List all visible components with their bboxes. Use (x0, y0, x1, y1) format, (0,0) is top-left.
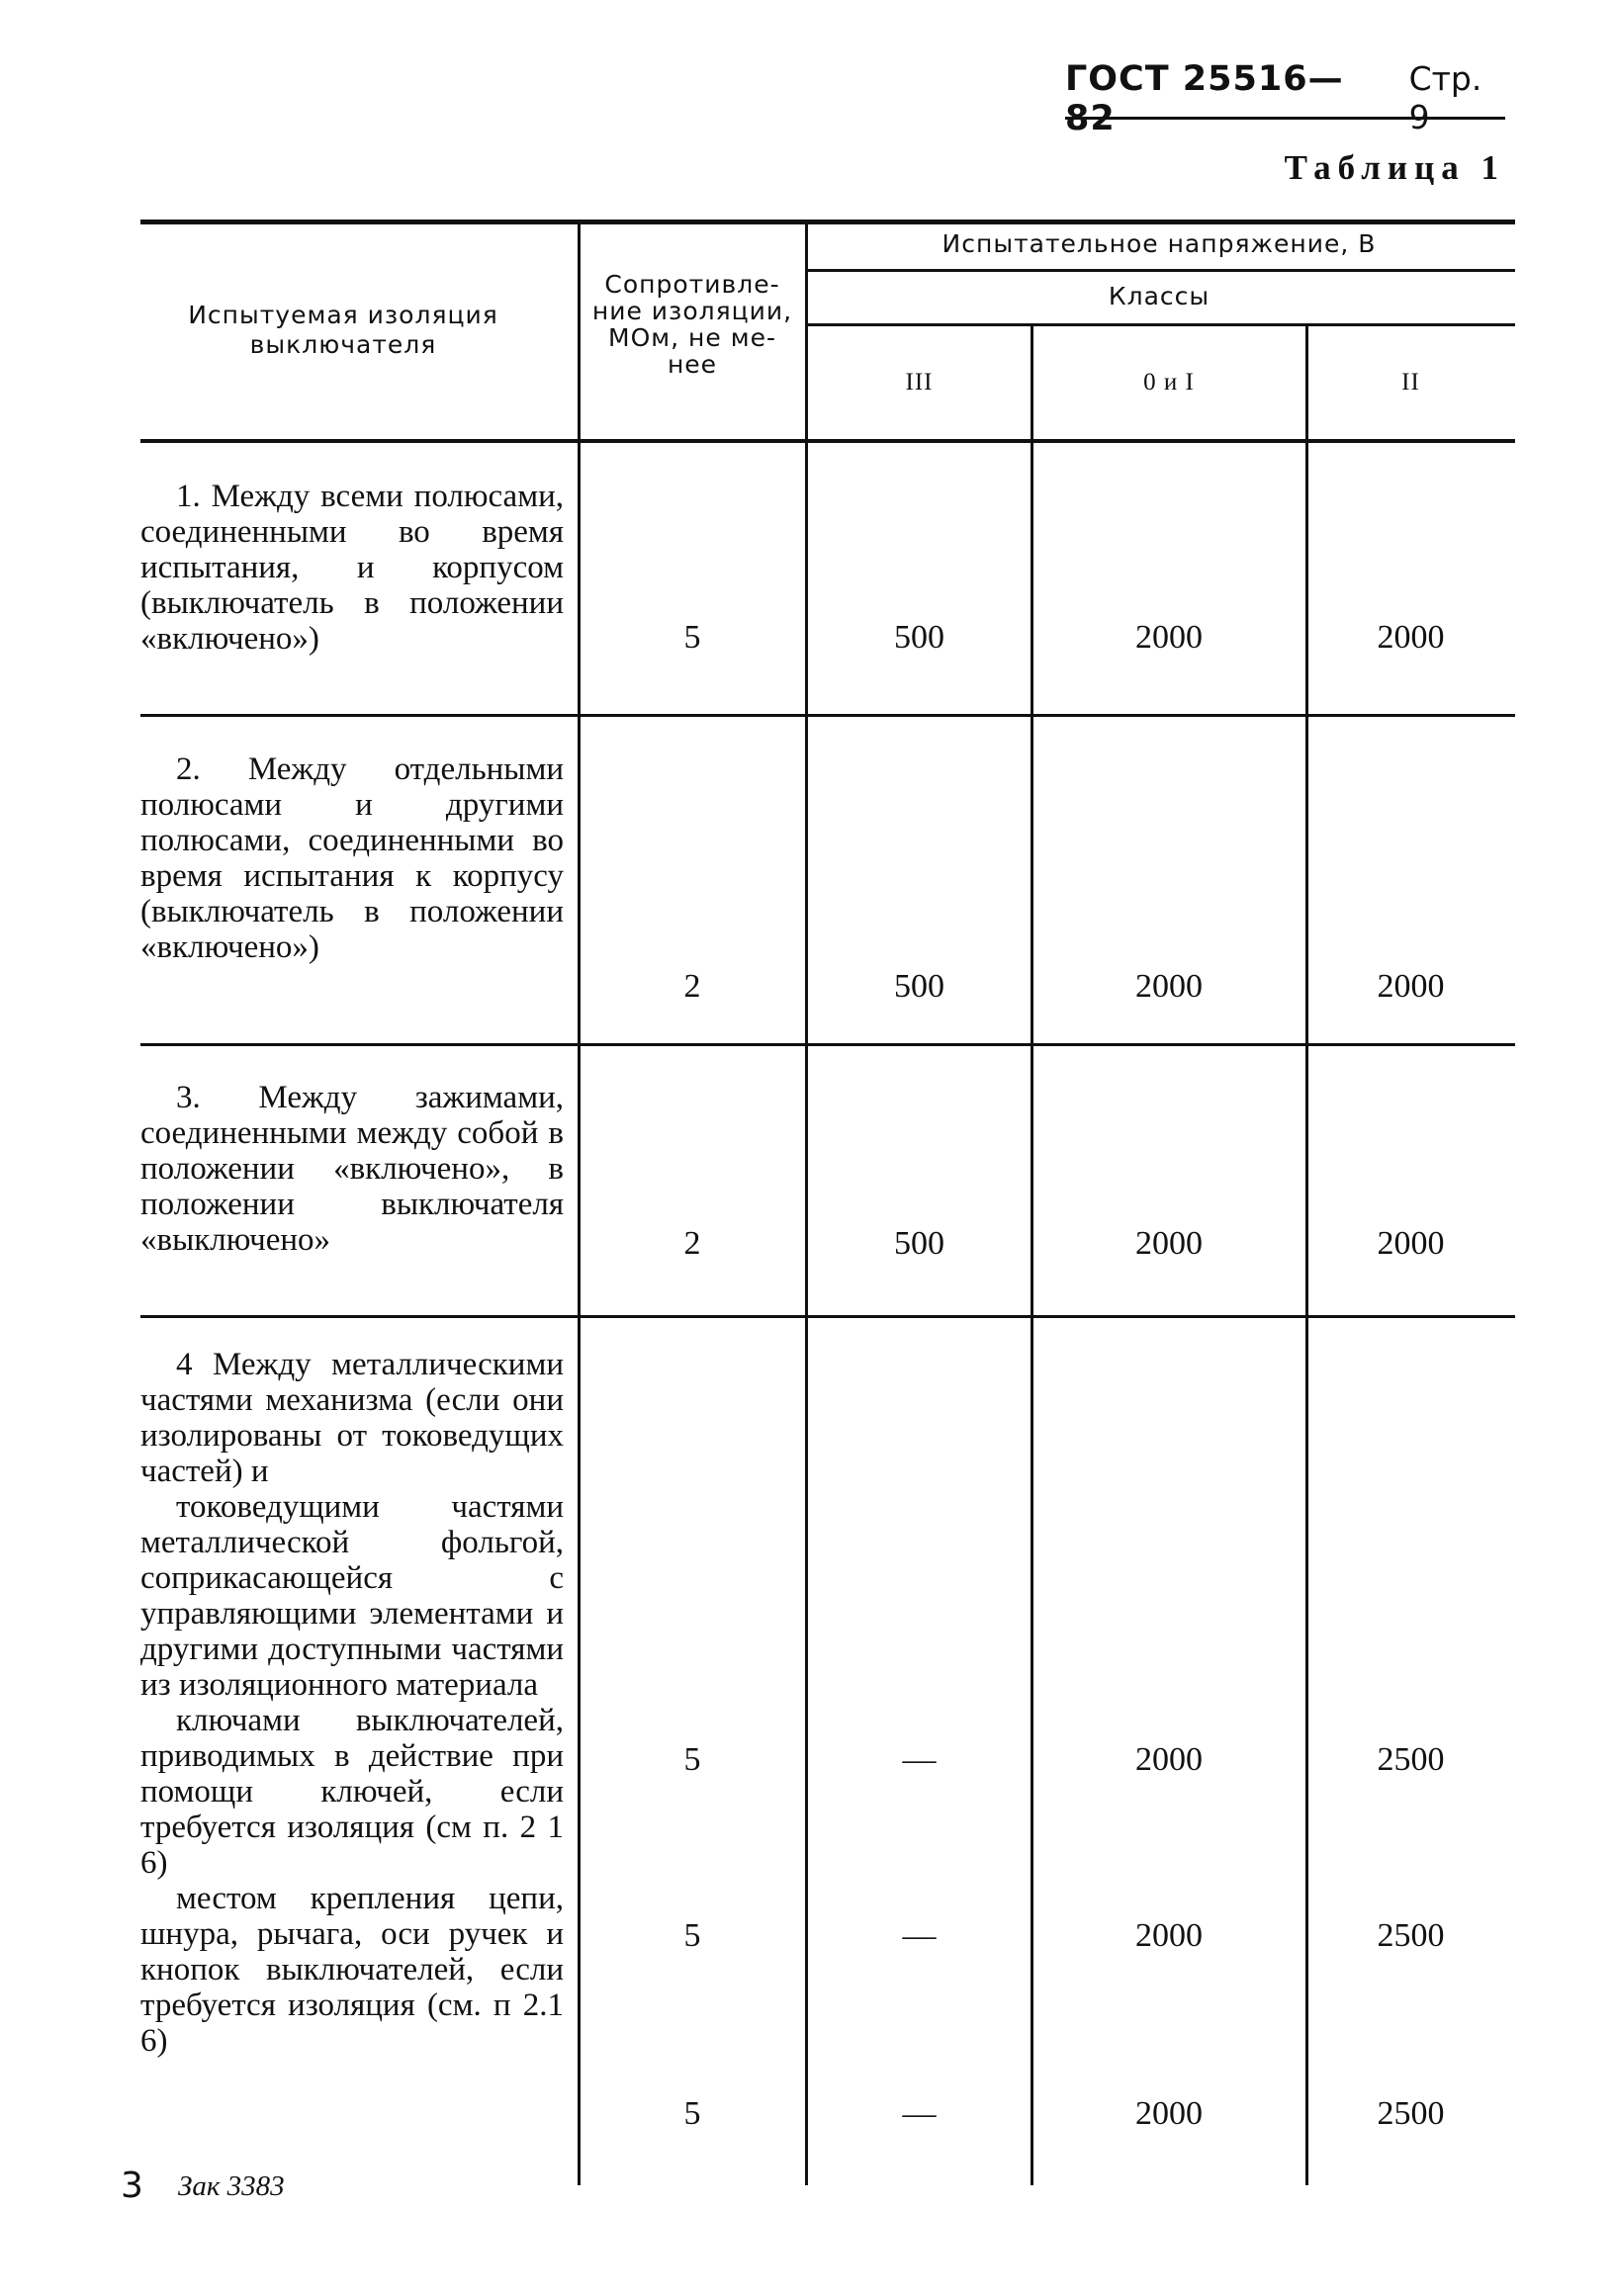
row-4c-resistance: 5 (683, 2095, 701, 2132)
header-class-iii: III (905, 369, 934, 396)
row-1-resistance: 5 (683, 619, 701, 656)
classes-rule (805, 323, 1515, 326)
header-resistance: Сопротивле-ние изоляции, МОм, не ме-нее (591, 270, 793, 379)
header-bottom-rule (140, 439, 1515, 443)
row-3-class-ii: 2000 (1377, 1225, 1445, 1262)
row-3-class-0-i: 2000 (1135, 1225, 1203, 1262)
row-4-sub-3-text: местом крепления цепи, шнура, рычага, оси ручек и кнопок выключателей, если требуется изоляция (см. п 2.1 6) (140, 1881, 564, 2059)
header-class-ii: II (1401, 369, 1420, 396)
table-top-rule (140, 220, 1515, 224)
page-number-label: Стр. 9 (1408, 59, 1482, 136)
row-4-sub-1-text: токоведущими частями металлической фольгой, соприкасающейся с управляющими элементами и другими доступными частями из изоляционного материала (140, 1489, 564, 1703)
column-divider (578, 224, 581, 2185)
header-voltage: Испытательное напряжение, В (942, 229, 1377, 258)
row-4-intro: 4 Между металлическими частями механизма (если они изолированы от токоведущих частей) и (140, 1347, 564, 1489)
row-4a-class-iii: — (902, 1741, 937, 1778)
row-4a-class-ii: 2500 (1377, 1741, 1445, 1778)
row-separator (140, 714, 1515, 717)
row-2-description (140, 751, 564, 965)
header-class-0-i: 0 и I (1143, 369, 1195, 396)
standard-number: ГОСТ 25516—82 (1065, 59, 1344, 138)
row-3-description (140, 1080, 564, 1258)
insulation-table (140, 220, 1515, 2197)
footer-page-number: 3 (121, 2165, 143, 2206)
row-2-class-0-i: 2000 (1135, 968, 1203, 1005)
row-4b-class-ii: 2500 (1377, 1917, 1445, 1954)
row-4c-class-iii: — (902, 2095, 937, 2132)
row-4c-class-ii: 2500 (1377, 2095, 1445, 2132)
row-2-class-iii: 500 (894, 968, 944, 1005)
header-insulation: Испытуемая изоляция выключателя (188, 301, 498, 359)
row-separator (140, 1043, 1515, 1046)
page-header (1065, 59, 1505, 138)
row-2-resistance: 2 (683, 968, 701, 1005)
row-4-description (140, 1347, 564, 2059)
table-title: Таблица 1 (1284, 148, 1505, 187)
row-3-resistance: 2 (683, 1225, 701, 1262)
row-separator (140, 1315, 1515, 1318)
row-3-class-iii: 500 (894, 1225, 944, 1262)
column-divider (1031, 326, 1033, 2185)
row-4a-class-0-i: 2000 (1135, 1741, 1203, 1778)
row-4b-class-0-i: 2000 (1135, 1917, 1203, 1954)
header-classes: Классы (1108, 282, 1210, 310)
column-divider (805, 224, 808, 2185)
row-1-class-0-i: 2000 (1135, 619, 1203, 656)
row-2-text: 2. Между отдельными полюсами и другими полюсами, соединенными во время испытания к корпусу (выключатель в положении «включено») (140, 751, 564, 965)
row-1-class-iii: 500 (894, 619, 944, 656)
row-4b-class-iii: — (902, 1917, 937, 1954)
row-1-text: 1. Между всеми полюсами, соединенными во время испытания, и корпусом (выключатель в положении «включено») (140, 479, 564, 657)
row-4b-resistance: 5 (683, 1917, 701, 1954)
row-3-text: 3. Между зажимами, соединенными между собой в положении «включено», в положении выключателя «выключено» (140, 1080, 564, 1258)
row-4-sub-2-text: ключами выключателей, приводимых в действие при помощи ключей, если требуется изоляция (см п. 2 1 6) (140, 1703, 564, 1881)
row-4c-class-0-i: 2000 (1135, 2095, 1203, 2132)
column-divider (1305, 326, 1308, 2185)
row-1-description (140, 479, 564, 657)
row-4a-resistance: 5 (683, 1741, 701, 1778)
voltage-group-rule (805, 269, 1515, 272)
footer-order-number: Зак 3383 (178, 2170, 285, 2202)
row-1-class-ii: 2000 (1377, 619, 1445, 656)
row-2-class-ii: 2000 (1377, 968, 1445, 1005)
